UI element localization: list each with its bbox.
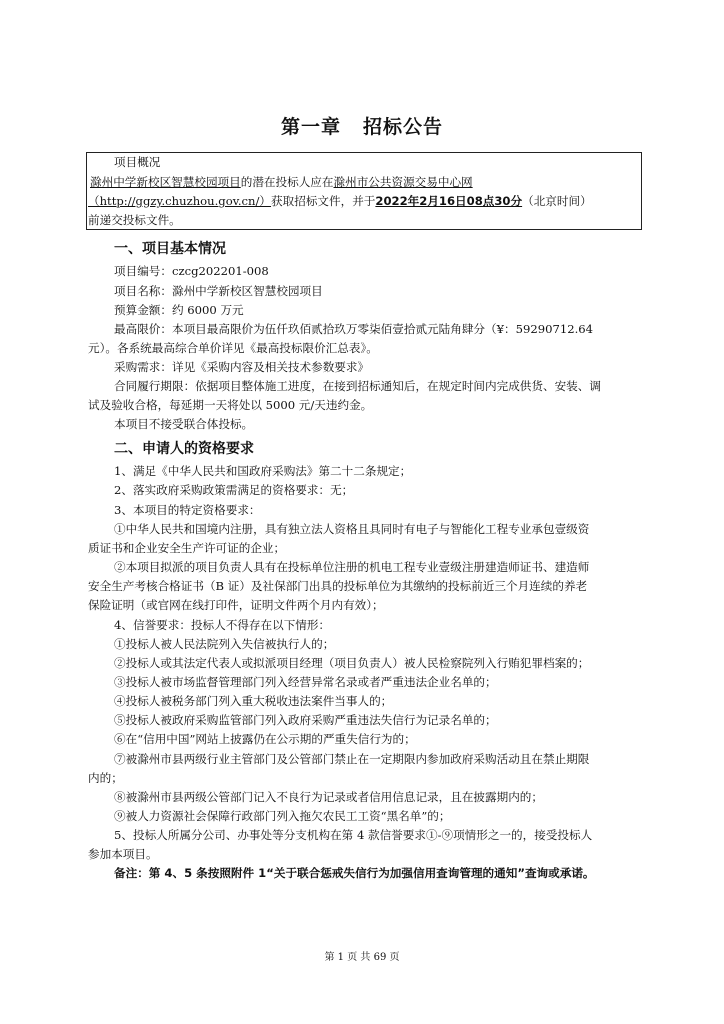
overview-line-2	[88, 193, 592, 209]
section-1-line: 项目名称：滁州中学新校区智慧校园项目	[114, 284, 323, 298]
section-2-line: 质证书和企业安全生产许可证的企业；	[88, 541, 286, 555]
overview-place-link[interactable]: 滁州市公共资源交易中心网	[333, 175, 473, 189]
section-1-line: 本项目不接受联合体投标。	[114, 417, 254, 431]
section-2-line: ⑥在“信用中国”网站上披露仍在公示期的严重失信行为的；	[114, 732, 416, 746]
overview-label: 项目概况	[114, 155, 161, 169]
section-2-line: ⑨被人力资源社会保障行政部门列入拖欠农民工工资“黑名单”的；	[114, 809, 451, 823]
section-1-line: 合同履行期限：依据项目整体施工进度，在接到招标通知后，在规定时间内完成供货、安装、调	[114, 379, 601, 393]
section-1-line: 采购需求：详见《采购内容及相关技术参数要求》	[114, 360, 370, 374]
overview-line-1	[90, 174, 473, 190]
section-2-line: ①中华人民共和国境内注册，具有独立法人资格且具同时有电子与智能化工程专业承包壹级资	[114, 522, 590, 536]
section-2-heading: 二、申请人的资格要求	[114, 441, 254, 457]
section-2-note: 备注：第 4、5 条按照附件 1“关于联合惩戒失信行为加强信用查询管理的通知”查询或承诺。	[114, 866, 595, 880]
section-2-line: ⑦被滁州市县两级行业主管部门及公管部门禁止在一定期限内参加政府采购活动且在禁止期限	[114, 752, 590, 766]
section-1-line: 最高限价：本项目最高限价为伍仟玖佰贰拾玖万零柒佰壹拾贰元陆角肆分（¥：59290712.64	[114, 322, 594, 336]
section-2-line: 2、落实政府采购政策需满足的资格要求：无；	[114, 483, 354, 497]
chapter-name: 招标公告	[363, 116, 444, 138]
chapter-number: 第一章	[280, 116, 341, 138]
section-2-line: ②投标人或其法定代表人或拟派项目经理（项目负责人）被人民检察院列入行贿犯罪档案的；	[114, 656, 590, 670]
section-1-line: 预算金额：约 6000 万元	[114, 303, 244, 317]
section-1-heading: 一、项目基本情况	[114, 241, 226, 257]
section-1-line: 项目编号：czcg202201-008	[114, 264, 269, 278]
section-2-line: 内的；	[88, 771, 123, 785]
overview-timezone: （北京时间）	[522, 194, 592, 208]
overview-url-link[interactable]: （http://ggzy.chuzhou.gov.cn/）	[88, 194, 272, 208]
section-2-line: ②本项目拟派的项目负责人具有在投标单位注册的机电工程专业壹级注册建造师证书、建造师	[114, 560, 590, 574]
overview-deadline: 2022年2月16日08点30分	[375, 194, 523, 208]
section-1-line: 元）。各系统最高综合单价详见《最高投标限价汇总表》。	[88, 341, 378, 355]
section-2-line: 4、信誉要求：投标人不得存在以下情形：	[114, 618, 331, 632]
page-footer: 第 1 页 共 69 页	[324, 952, 400, 963]
section-2-line: ⑤投标人被政府采购监管部门列入政府采购严重违法失信行为记录名单的；	[114, 713, 497, 727]
section-2-line: ③投标人被市场监督管理部门列入经营异常名录或者严重违法企业名单的；	[114, 675, 497, 689]
section-2-line: ⑧被滁州市县两级公管部门记入不良行为记录或者信用信息记录，且在披露期内的；	[114, 790, 543, 804]
section-2-line: 1、满足《中华人民共和国政府采购法》第二十二条规定；	[114, 464, 412, 478]
overview-text: 获取招标文件，并于	[271, 194, 376, 208]
section-2-line: 安全生产考核合格证书（B 证）及社保部门出具的投标单位为其缴纳的投标前近三个月连续的养老	[88, 579, 588, 593]
overview-project-name: 滁州中学新校区智慧校园项目	[90, 175, 241, 189]
section-2-line: ①投标人被人民法院列入失信被执行人的；	[114, 637, 335, 651]
section-2-line: 保险证明（或官网在线打印件，证明文件两个月内有效）；	[88, 598, 384, 612]
section-2-line: 参加本项目。	[88, 847, 158, 861]
overview-text: 的潜在投标人应在	[240, 175, 334, 189]
section-2-line: ④投标人被税务部门列入重大税收违法案件当事人的；	[114, 694, 393, 708]
section-2-line: 3、本项目的特定资格要求：	[114, 503, 261, 517]
overview-line-3: 前递交投标文件。	[88, 213, 181, 227]
section-1-line: 试及验收合格，每延期一天将处以 5000 元/天违约金。	[88, 398, 373, 412]
chapter-title	[0, 112, 724, 139]
section-2-line: 5、投标人所属分公司、办事处等分支机构在第 4 款信誉要求①-⑨项情形之一的，接受投标人	[114, 828, 593, 842]
